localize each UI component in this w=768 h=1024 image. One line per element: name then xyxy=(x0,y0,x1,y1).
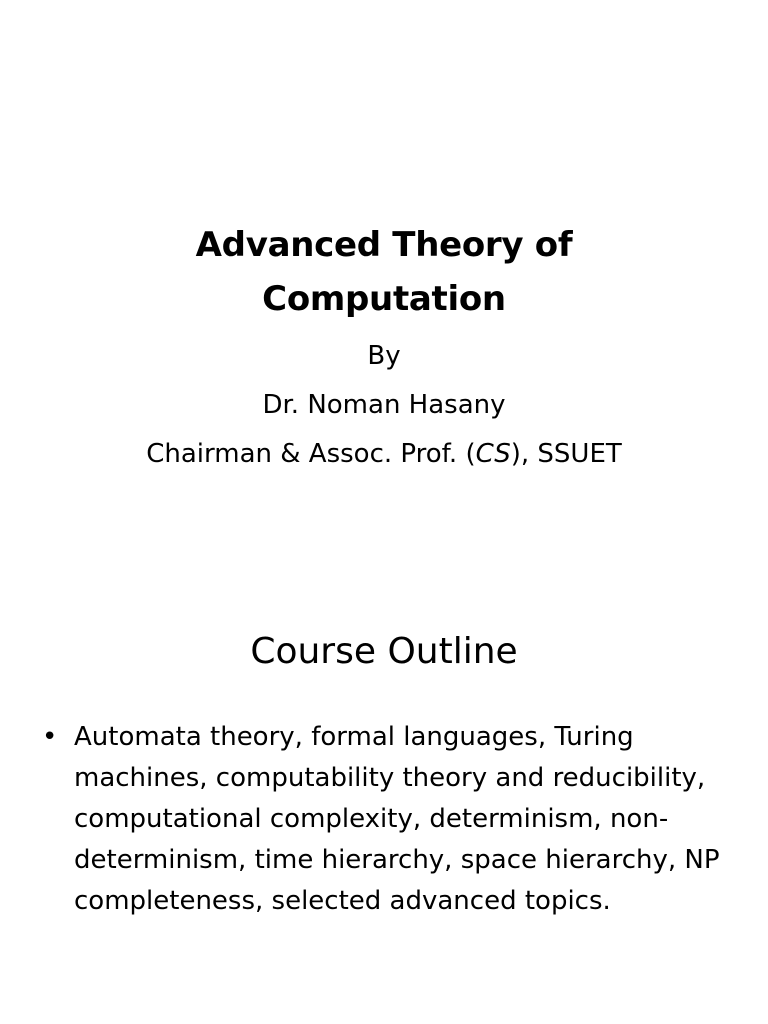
slide-title xyxy=(0,218,768,326)
outline-text: Automata theory, formal languages, Turing machines, computability theory and reducibility, computational complexity, determinism, non-determinism, time hierarchy, space hierarchy, NP completeness, selected advanced topics. xyxy=(74,722,720,916)
course-title-line1: Advanced Theory of xyxy=(195,225,573,265)
course-outline-slide xyxy=(0,512,768,1024)
list-item xyxy=(42,717,732,922)
author-name: Dr. Noman Hasany xyxy=(262,390,506,420)
author-role-prefix: Chairman & Assoc. Prof. ( xyxy=(146,439,476,469)
course-title-line2: Computation xyxy=(262,279,506,319)
author-role-suffix: ), SSUET xyxy=(510,439,622,469)
outline-list xyxy=(42,717,732,922)
bullet-icon: • xyxy=(42,722,58,752)
by-label: By xyxy=(367,341,401,371)
course-title xyxy=(0,218,768,326)
author-role-department: CS xyxy=(475,439,511,469)
section-heading: Course Outline xyxy=(250,631,518,672)
author-role xyxy=(0,430,768,479)
slide-subtitle xyxy=(0,332,768,479)
